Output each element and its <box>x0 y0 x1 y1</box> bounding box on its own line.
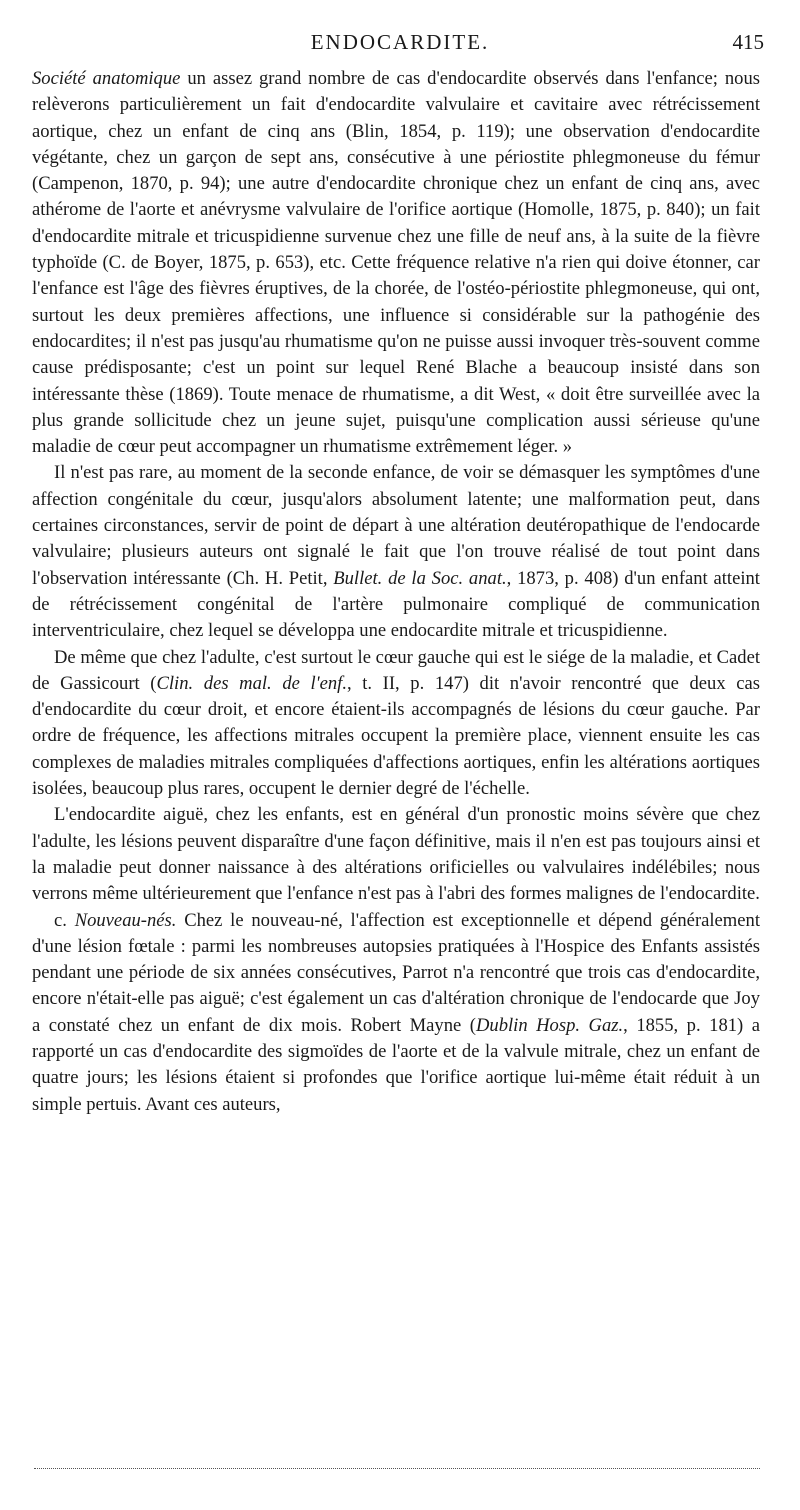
paragraph-5 <box>32 908 760 1118</box>
paragraph-text: Chez le nouveau-né, l'affection est exceptionnelle et dépend généralement d'une lésion fœtale : parmi les nombreuses autopsies pratiquées à l'Hospice des Enfants assistés pendant une période de six années consécutives, Parrot n'a rencontré que trois cas d'endocardite, encore n'était-elle pas aiguë; c'est également un cas d'altération chronique de l'endocarde que Joy a constaté chez un enfant de dix mois. Robert Mayne ( <box>32 909 760 1036</box>
page-number: 415 <box>732 30 764 54</box>
paragraph-2 <box>32 460 760 644</box>
footer-dotted-rule <box>34 1468 760 1469</box>
paragraph-text: L'endocardite aiguë, chez les enfants, est en général d'un pronostic moins sévère que chez l'adulte, les lésions peuvent disparaître d'une façon définitive, mais il n'en est pas toujours ainsi et la maladie peut donner naissance à des altérations orificielles ou valvulaires indélébiles; nous verrons même ultérieurement que l'enfance n'est pas à l'abri des formes malignes de l'endocardite. <box>32 804 760 905</box>
section-heading: Nouveau-nés. <box>74 909 177 931</box>
body-text <box>32 66 760 1118</box>
running-header <box>32 30 768 60</box>
paragraph-text: De même que chez l'adulte, c'est surtout le cœur gauche qui est le siége de la maladie, et Cadet de Gassicourt ( <box>32 646 760 694</box>
society-name: Société anatomique <box>32 68 181 89</box>
citation-title: Dublin Hosp. Gaz. <box>475 1014 624 1036</box>
citation-title: Bullet. de la Soc. anat. <box>333 567 507 589</box>
section-marker: c. <box>54 909 75 931</box>
paragraph-text: , 1873, p. 408) d'un enfant atteint de rétrécissement congénital de l'artère pulmonaire compliqué de communication interventriculaire, chez lequel se développa une endocardite mitrale et tricuspidienne. <box>32 567 760 642</box>
paragraph-1 <box>32 66 760 460</box>
paragraph-text: Il n'est pas rare, au moment de la seconde enfance, de voir se démasquer les symptômes d'une affection congénitale du cœur, jusqu'alors absolument latente; une malformation peut, dans certaines circonstances, servir de point de départ à une altération deutéropathique de l'endocarde valvulaire; plusieurs auteurs ont signalé le fait que l'on trouve réalisé de tout point dans l'observation intéressante (Ch. H. Petit, <box>32 462 760 589</box>
paragraph-3 <box>32 645 760 803</box>
paragraph-text: un assez grand nombre de cas d'endocardite observés dans l'enfance; nous relèverons particulièrement un fait d'endocardite valvulaire et cavitaire avec rétrécissement aortique, chez un enfant de cinq ans (Blin, 1854, p. 119); une observation d'endocardite végétante, chez un garçon de sept ans, consécutive à une périostite phlegmoneuse du fémur (Campenon, 1870, p. 94); une autre d'endocardite chronique chez un enfant de cinq ans, avec athérome de l'aorte et anévrysme valvulaire de l'orifice aortique (Homolle, 1875, p. 840); un fait d'endocardite mitrale et tricuspidienne survenue chez une fille de neuf ans, à la suite de la fièvre typhoïde (C. de Boyer, 1875, p. 653), etc. Cette fréquence relative n'a rien qui doive étonner, car l'enfance est l'âge des fièvres éruptives, de la chorée, de l'ostéo-périostite phlegmoneuse, qui ont, surtout les deux premières affections, une influence si considérable sur la pathogénie des endocardites; il n'est pas jusqu'au rhumatisme qu'on ne puisse aussi invoquer très-souvent comme cause prédisposante; c'est un point sur lequel René Blache a beaucoup insisté dans son intéressante thèse (1869). Toute menace de rhumatisme, a dit West, « doit être surveillée avec la plus grande sollicitude chez un jeune sujet, puisqu'une complication aussi sérieuse qu'une maladie de cœur peut accompagner un rhumatisme extrêmement léger. » <box>32 68 760 458</box>
paragraph-4 <box>32 802 760 907</box>
paragraph-text: , t. II, p. 147) dit n'avoir rencontré que deux cas d'endocardite du cœur droit, et encore étaient-ils accompagnés de lésions du cœur gauche. Par ordre de fréquence, les affections mitrales occupent la première place, viennent ensuite les cas complexes de maladies mitrales compliquées d'affections aortiques, enfin les altérations aortiques isolées, beaucoup plus rares, occupent le dernier degré de l'échelle. <box>32 672 761 800</box>
chapter-title: ENDOCARDITE. <box>310 30 490 54</box>
paragraph-text: , 1855, p. 181) a rapporté un cas d'endocardite des sigmoïdes de l'aorte et de la valvule mitrale, chez un enfant de quatre jours; les lésions étaient si profondes que l'orifice aortique lui-même était réduit à un simple pertuis. Avant ces auteurs, <box>32 1014 760 1115</box>
citation-title: Clin. des mal. de l'enf. <box>156 672 347 694</box>
